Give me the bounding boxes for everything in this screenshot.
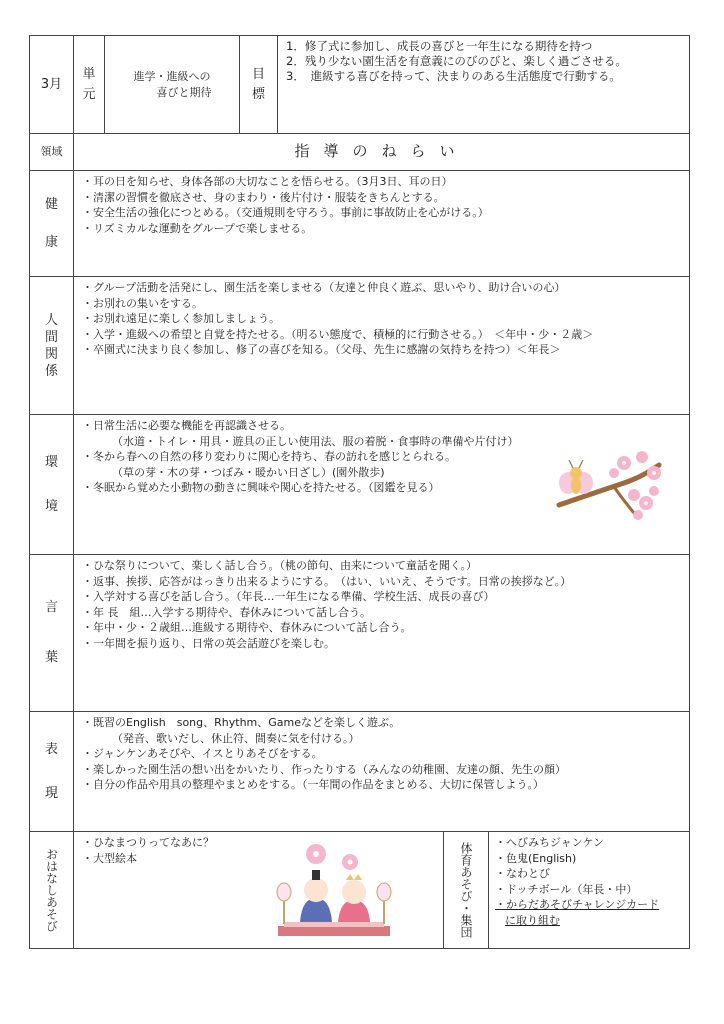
section-kankyo	[30, 415, 690, 555]
unit-label: 単 元	[74, 36, 105, 134]
ohanashi-label-cell	[30, 832, 74, 949]
list-item: ・リズミカルな運動をグループで楽しませる。	[82, 221, 313, 235]
list-item: ・日常生活に必要な機能を再認識させる。	[82, 419, 291, 432]
list-item: ・年 長 組…入学する期待や、春休みについて話し合う。	[82, 605, 372, 619]
list-item: ・冬から春への自然の移り変わりに関心を持ち、春の訪れを感じとられる。	[82, 450, 456, 463]
bottom-row	[30, 832, 690, 949]
section-content	[74, 415, 690, 555]
list-item: ・ドッチボール（年長・中）	[495, 882, 638, 896]
section-content	[74, 555, 690, 712]
section-label: 表 現	[30, 712, 74, 832]
list-item: ・年中・少・２歳組…進級する期待や、春休みについて話し合う。	[82, 621, 412, 634]
list-item: ・ひな祭りについて、楽しく話し合う。（桃の節句、由来について童話を聞く。）	[82, 559, 478, 572]
list-item: ・グループ活動を活発にし、園生活を楽しませる（友達と仲良く遊ぶ、思いやり、助け合いの心）	[82, 281, 566, 294]
goal-item: 1．修了式に参加し、成長の喜びと一年生になる期待を持つ	[286, 39, 593, 53]
section-content	[74, 277, 690, 415]
list-item: ・返事、挨拶、応答がはっきり出来るようにする。 （はい、いいえ、そうです。日常の挨拶など。）	[82, 574, 572, 588]
list-item: ・一年間を振り返り、日常の英会話遊びを楽しむ。	[82, 636, 335, 650]
list-item: ・安全生活の強化につとめる。（交通規則を守ろう。事前に事故防止を心がける。）	[82, 206, 489, 219]
goal-label: 目 標	[240, 36, 278, 134]
list-item: ・清潔の習慣を徹底させ、身のまわり・後片付け・服装をきちんとする。	[82, 190, 445, 204]
hina-dolls-illustration	[274, 840, 394, 944]
header-row	[30, 36, 690, 134]
aim-title: 指導のねらい	[74, 134, 690, 171]
ohanashi-content	[74, 832, 444, 948]
list-item: ・なわとび	[495, 867, 550, 880]
list-item: ・お別れの集いをする。	[82, 296, 203, 310]
list-item: ・ひなまつりってなあに？	[82, 836, 214, 849]
section-kotoba	[30, 555, 690, 712]
goal-item: 2．残り少ない園生活を有意義にのびのびと、楽しく過ごさせる。	[286, 54, 627, 68]
list-item: ・入学・進級への希望と自覚を持たせる。（明るい態度で、積極的に行動させる。） ＜年中・少・２歳＞	[82, 327, 594, 341]
ryoiki-label: 領域	[30, 134, 74, 171]
taiiku-label-cell	[444, 832, 489, 948]
list-item: ・楽しかった園生活の想い出をかいたり、作ったりする（みんなの幼稚園、友達の顔、先生の顔）	[82, 762, 566, 776]
month-cell	[30, 36, 74, 134]
list-item: ・自分の作品や用具の整理やまとめをする。（一年間の作品をまとめる、大切に保管しよう。）	[82, 778, 544, 791]
list-item: ・入学対する喜びを話し合う。（年長…一年生になる準備、学校生活、成長の喜び）	[82, 590, 495, 603]
section-ningen	[30, 277, 690, 415]
section-kenko	[30, 171, 690, 277]
list-item: （発音、歌いだし、休止符、間奏に気を付ける。）	[112, 731, 360, 745]
list-item: （草の芽・木の芽・つぼみ・暖かい日ざし）(園外散歩)	[112, 465, 385, 479]
section-label: 人 間 関 係	[30, 277, 74, 415]
list-item: ・既習のEnglish song、Rhythm、Gameなどを楽しく遊ぶ。	[82, 716, 401, 729]
section-hyogen	[30, 712, 690, 832]
list-item: ・大型絵本	[82, 851, 137, 865]
list-item: ・からだあそびチャレンジカード	[495, 898, 660, 911]
section-label: 環 境	[30, 415, 74, 555]
ohanashi-label: おはなしあそび	[44, 848, 59, 932]
unit-text: 進学・進級への 喜びと期待	[105, 36, 240, 134]
list-item: （水道・トイレ・用具・遊具の正しい使用法、服の着脱・食事時の準備や片付け）	[112, 434, 519, 448]
plan-table	[29, 35, 690, 949]
goals-list	[278, 36, 690, 134]
list-item: ・卒園式に決まり良く参加し、修了の喜びを知る。（父母、先生に感謝の気持ちを持つ）＜年長＞	[82, 343, 561, 356]
list-item: ・ジャンケンあそびや、イスとりあそびをする。	[82, 747, 323, 760]
list-item: ・色鬼(English)	[495, 851, 577, 865]
section-label: 言 葉	[30, 555, 74, 712]
goal-item: 3． 進級する喜びを持って、決まりのある生活態度で行動する。	[286, 69, 621, 83]
aim-row	[30, 134, 690, 171]
list-item: ・へびみちジャンケン	[495, 836, 605, 849]
taiiku-content	[489, 832, 689, 948]
month-label: 3月	[40, 76, 63, 92]
list-item: ・お別れ遠足に楽しく参加しましょう。	[82, 312, 280, 325]
list-item: ・冬眠から覚めた小動物の動きに興味や関心を持たせる。（図鑑を見る）	[82, 481, 440, 494]
section-content	[74, 712, 690, 832]
bottom-content	[74, 832, 690, 949]
list-item: に取り組む	[505, 913, 560, 927]
butterfly-blossom-illustration	[554, 443, 664, 523]
plan-sheet	[29, 35, 689, 949]
taiiku-label: 体育あそび・集団	[459, 842, 473, 938]
list-item: ・耳の日を知らせ、身体各部の大切なことを悟らせる。（3月3日、耳の日）	[82, 175, 453, 188]
section-content	[74, 171, 690, 277]
section-label: 健 康	[30, 171, 74, 277]
